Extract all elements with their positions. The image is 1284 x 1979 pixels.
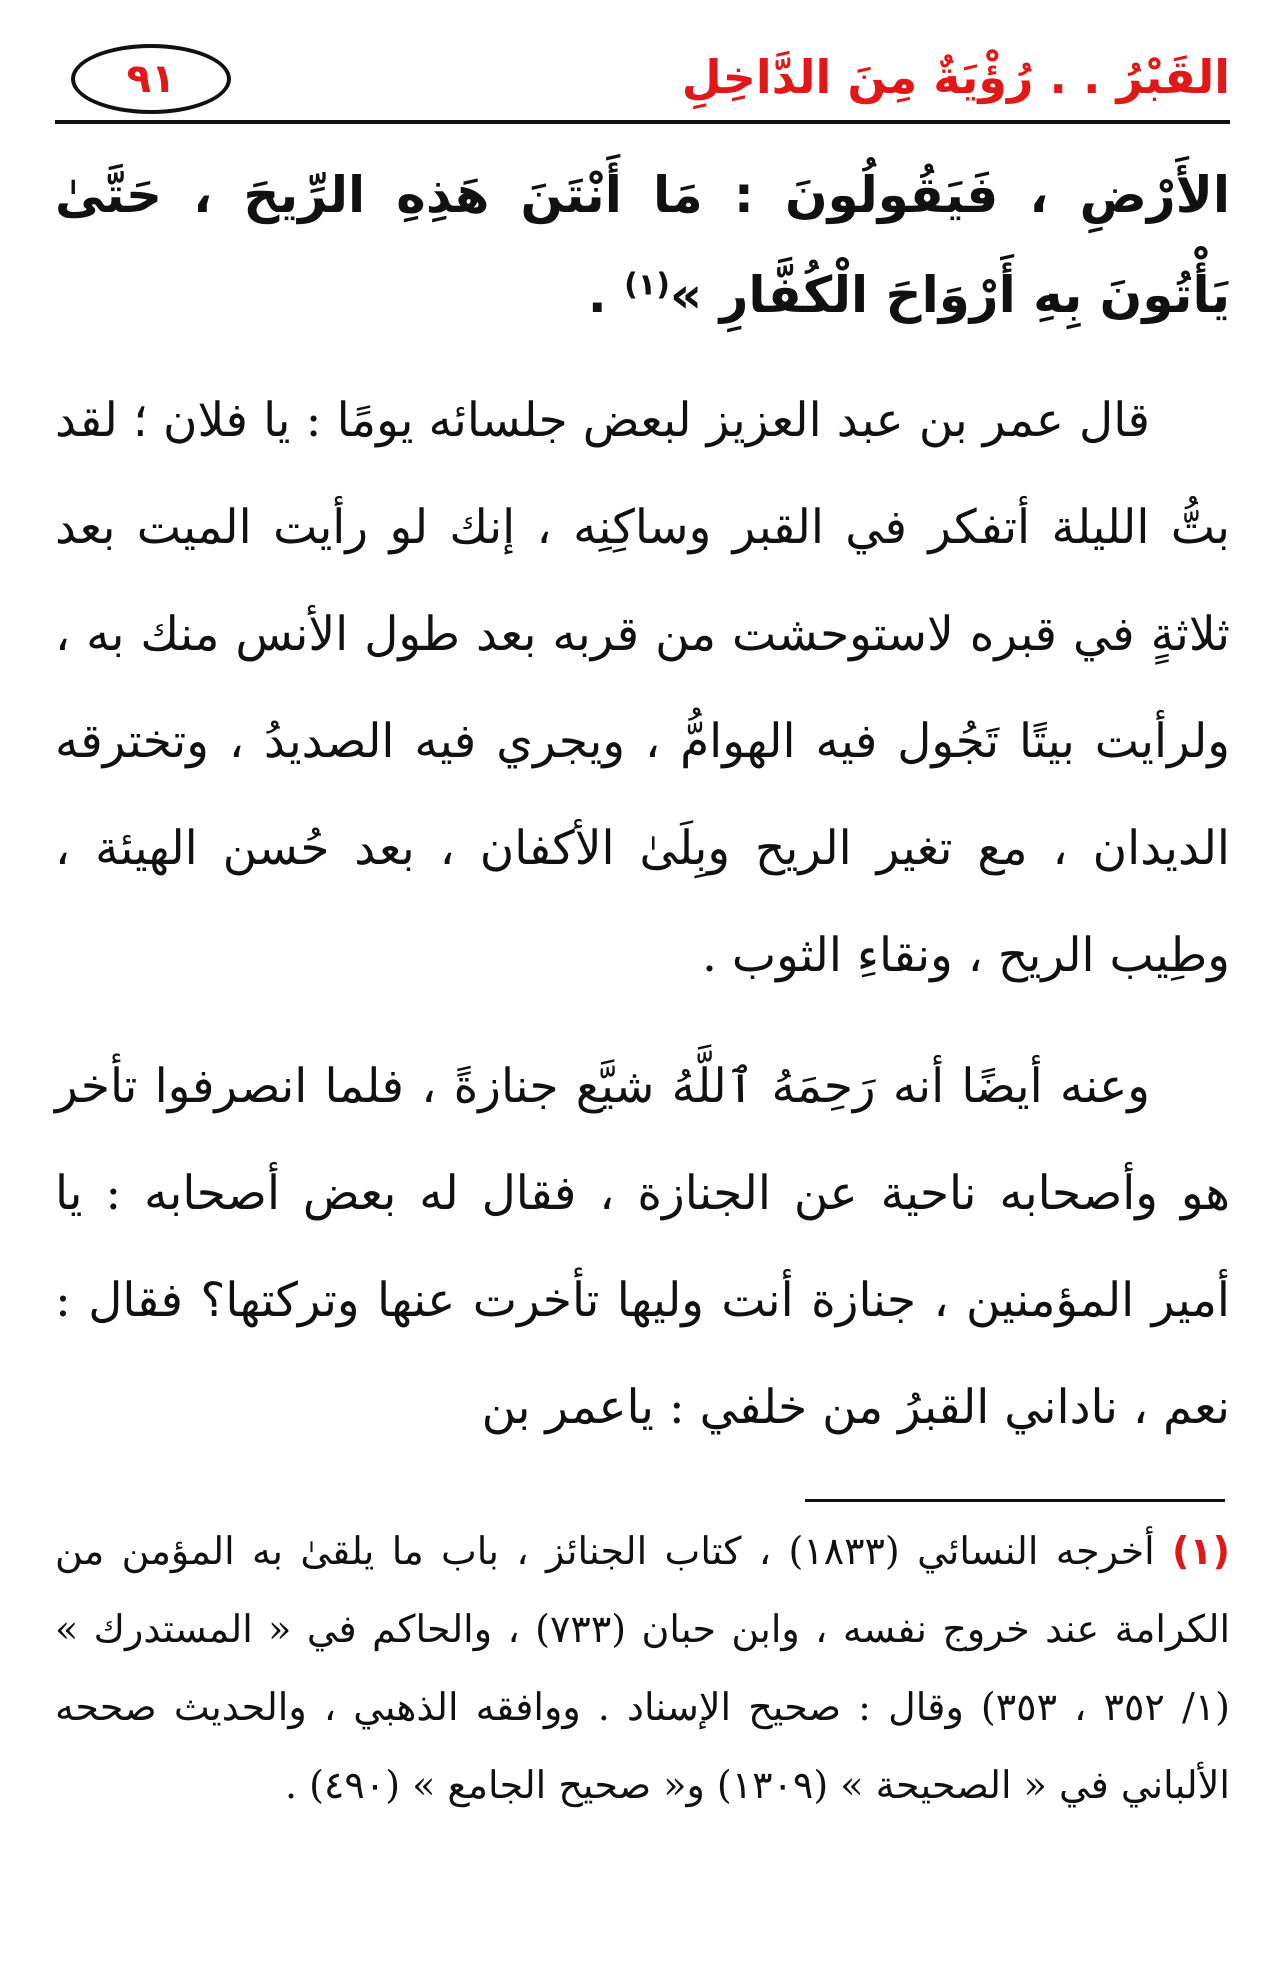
footnote-text: أخرجه النسائي (١٨٣٣) ، كتاب الجنائز ، باب ما يلقىٰ به المؤمن من الكرامة عند خروج نفسه ، وابن حبان (٧٣٣) ، والحاكم في « المستدرك » (١/ ٣٥٢ ، ٣٥٣) وقال : صحيح الإسناد . ووافقه الذهبي ، والحديث صححه الألباني في « الصحيحة » (١٣٠٩) و« صحيح الجامع » (٤٩٠) . — [55, 1529, 1230, 1807]
paragraph-umar-saying: قال عمر بن عبد العزيز لبعض جلسائه يومًا : يا فلان ؛ لقد بتُّ الليلة أتفكر في القبر وساكِنِه ، إنك لو رأيت الميت بعد ثلاثةٍ في قبره لاستوحشت من قربه بعد طول الأنس منك به ، ولرأيت بيتًا تَجُول فيه الهوامُّ ، ويجري فيه الصديدُ ، وتخترقه الديدان ، مع تغير الريح وبِلَىٰ الأكفان ، بعد حُسن الهيئة ، وطِيب الريح ، ونقاءِ الثوب . — [55, 393, 1231, 983]
running-head — [55, 40, 1230, 120]
main-text — [55, 145, 1230, 1485]
hadith-quote-text: الأَرْضِ ، فَيَقُولُونَ : مَا أَنْتَنَ هَذِهِ الرِّيحَ ، حَتَّىٰ يَأْتُونَ بِهِ أَرْوَاحَ الْكُفَّارِ » — [55, 166, 1230, 324]
footnote-rule — [805, 1499, 1225, 1502]
paragraph-funeral-story: وعنه أيضًا أنه رَحِمَهُ ٱللَّهُ شيَّع جنازةً ، فلما انصرفوا تأخر هو وأصحابه ناحية عن الجنازة ، فقال له بعض أصحابه : يا أمير المؤمنين ، جنازة أنت وليها تأخرت عنها وتركتها؟ فقال : نعم ، ناداني القبرُ من خلفي : ياعمر بن — [55, 1059, 1230, 1435]
footnote-reference: (١) — [624, 267, 670, 303]
running-title: القَبْرُ . . رُؤْيَةٌ مِنَ الدَّاخِلِ — [681, 50, 1230, 104]
page-number-oval — [71, 44, 231, 114]
footnotes — [55, 1512, 1230, 1824]
footnote-marker: (١) — [1172, 1529, 1230, 1573]
hadith-quote-paragraph — [55, 145, 1230, 345]
page-number: ٩١ — [126, 56, 176, 102]
header-rule — [55, 120, 1230, 124]
footnote-item — [55, 1512, 1230, 1824]
hadith-quote-end: . — [587, 266, 607, 324]
